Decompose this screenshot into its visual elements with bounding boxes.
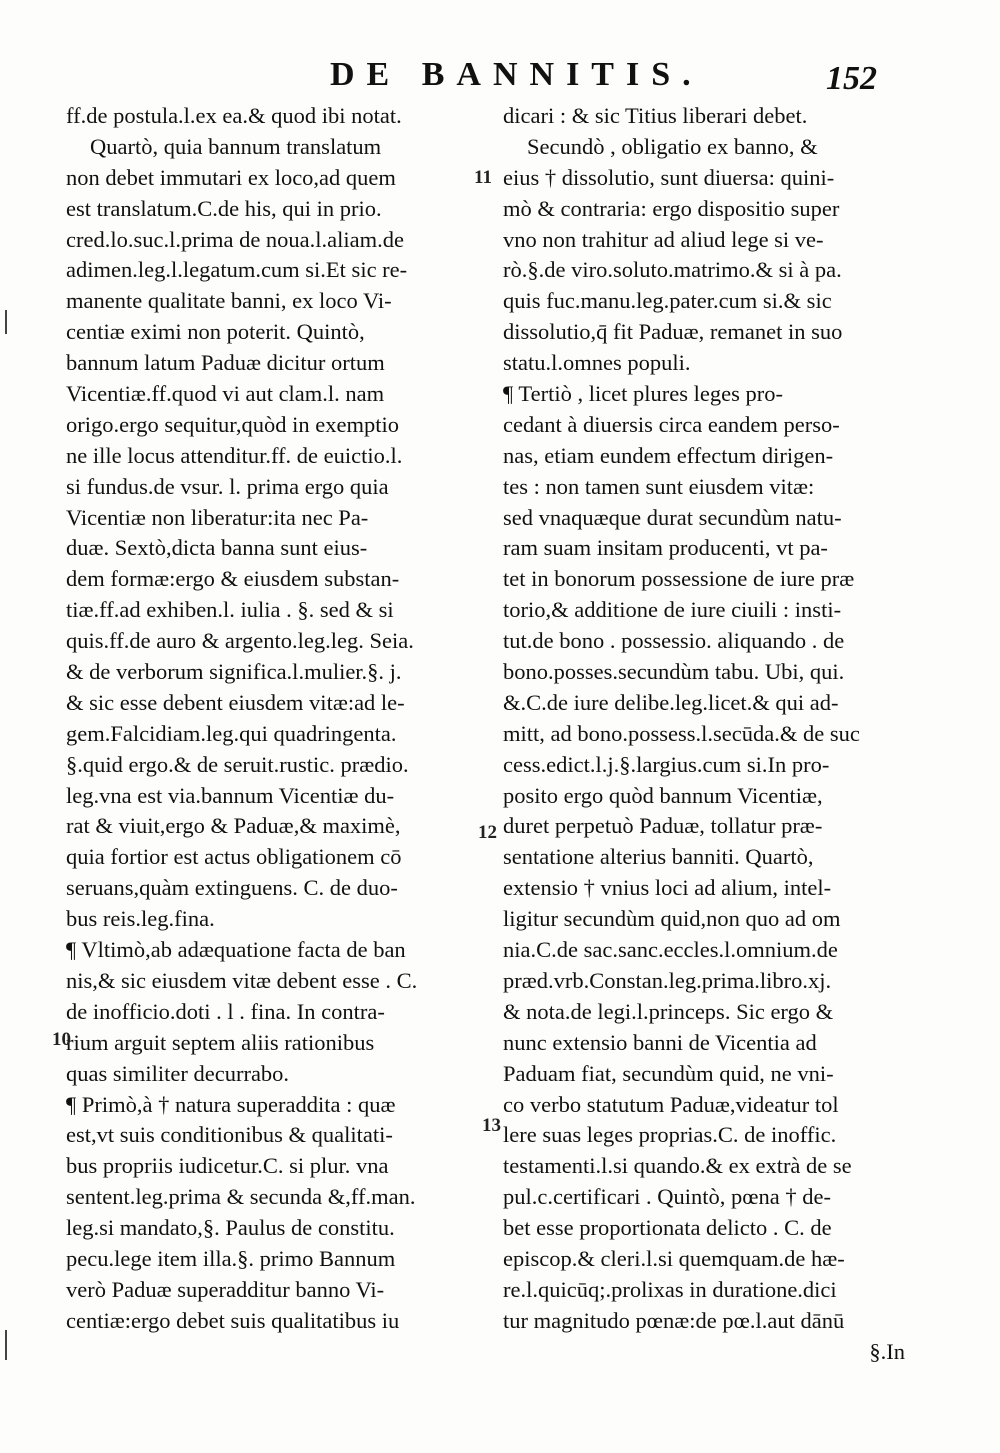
text-line: mò & contraria: ergo dispositio super [503,195,840,221]
text-line: origo.ergo sequitur,quòd in exemptio [66,411,400,437]
text-line: quas similiter decurrabo. [66,1060,290,1086]
text-line: dem formæ:ergo & eiusdem substan- [66,566,400,592]
text-line: ¶ Tertiò , licet plures leges pro- [503,381,783,407]
text-line: bus propriis iudicetur.C. si plur. vna [66,1153,389,1179]
text-line: leg.vna est via.bannum Vicentiæ du- [66,782,395,808]
text-line: sentatione alterius banniti. Quartò, [503,844,814,870]
text-line: manente qualitate banni, ex loco Vi- [66,288,392,314]
text-line: nis,& sic eiusdem vitæ debent esse . C. [66,967,418,993]
text-line: torio,& additione de iure ciuili : insti- [503,597,842,623]
text-line: bono.posses.secundùm tabu. Ubi, qui. [503,659,845,685]
text-line: si fundus.de vsur. l. prima ergo quia [66,473,389,499]
text-line: §.quid ergo.& de seruit.rustic. prædio. [66,751,409,777]
text-line: ff.de postula.l.ex ea.& quod ibi notat. [66,103,402,128]
left-column [66,101,480,1337]
text-line: quia fortior est actus obligationem cō [66,844,402,870]
text-line: nas, etiam eundem effectum dirigen- [503,442,834,468]
text-line: rat & viuit,ergo & Paduæ,& maximè, [66,813,401,839]
text-line: Quartò, quia bannum translatum [90,133,382,159]
text-line: Vicentiæ.ff.quod vi aut clam.l. nam [66,381,385,407]
text-line: dissolutio,q̄ fit Paduæ, remanet in suo [503,319,843,345]
text-line: est,vt suis conditionibus & qualitati- [66,1122,393,1148]
text-line: re.l.quicūq;.prolixas in duratione.dici [503,1276,837,1302]
text-line: statu.l.omnes populi. [503,350,691,376]
text-line: pul.c.certificari . Quintò, pœna † de- [503,1184,832,1210]
text-line: sentent.leg.prima & secunda &,ff.man. [66,1184,416,1210]
margin-number: 13 [482,1115,501,1136]
text-line: præd.vrb.Constan.leg.prima.libro.xj. [503,967,832,993]
text-line: co verbo statutum Paduæ,videatur tol [503,1091,839,1117]
text-line: &.C.de iure delibe.leg.licet.& qui ad- [503,689,839,715]
text-line: est translatum.C.de his, qui in prio. [66,195,382,221]
text-line: nia.C.de sac.sanc.eccles.l.omnium.de [503,937,838,963]
text-line: adimen.leg.l.legatum.cum si.Et sic re- [66,257,408,283]
catchword: §.In [869,1338,905,1364]
text-line: rò.§.de viro.soluto.matrimo.& si à pa. [503,257,842,283]
margin-number: 11 [474,167,492,188]
text-line: quis.ff.de auro & argento.leg.leg. Seia. [66,628,414,654]
text-line: leg.si mandato,§. Paulus de constitu. [66,1215,395,1241]
text-line: ligitur secundùm quid,non quo ad om [503,906,841,932]
text-line: lere suas leges proprias.C. de inoffic. [503,1122,837,1148]
text-line: tur magnitudo pœnæ:de pœ.l.aut dānū [503,1307,845,1333]
text-line: quis fuc.manu.leg.pater.cum si.& sic [503,288,832,314]
text-line: ne ille locus attenditur.ff. de euictio.l. [66,442,403,468]
margin-number: 10 [52,1029,71,1050]
text-line: pecu.lege item illa.§. primo Bannum [66,1245,396,1271]
text-line: episcop.& cleri.l.si quemquam.de hæ- [503,1245,845,1271]
text-line: rium arguit septem aliis rationibus [66,1029,375,1055]
text-line: Vicentiæ non liberatur:ita nec Pa- [66,504,369,530]
text-line: vno non trahitur ad aliud lege si ve- [503,226,824,252]
text-line: nunc extensio banni de Vicentia ad [503,1029,817,1055]
text-line: & nota.de legi.l.princeps. Sic ergo & [503,998,834,1024]
text-line: Secundò , obligatio ex banno, & [527,133,818,159]
text-line: tiæ.ff.ad exhiben.l. iulia . §. sed & si [66,597,394,623]
text-line: tet in bonorum possessione de iure præ [503,566,855,592]
text-line: ¶ Primò,à † natura superaddita : quæ [66,1091,396,1117]
margin-number: 12 [478,822,497,843]
text-line: extensio † vnius loci ad alium, intel- [503,875,832,901]
text-line: tut.de bono . possessio. aliquando . de [503,628,845,654]
text-line: seruans,quàm extinguens. C. de duo- [66,875,398,901]
text-line: cred.lo.suc.l.prima de noua.l.aliam.de [66,226,405,252]
running-head: DE BANNITIS. [330,56,703,93]
text-line: centiæ:ergo debet suis qualitatibus iu [66,1307,400,1333]
text-line: duæ. Sextò,dicta banna sunt eius- [66,535,368,561]
text-line: verò Paduæ superadditur banno Vi- [66,1276,385,1302]
text-line: sed vnaquæque durat secundùm natu- [503,504,842,530]
text-line: & sic esse debent eiusdem vitæ:ad le- [66,689,405,715]
text-line: & de verborum significa.l.mulier.§. j. [66,659,402,685]
text-line: ¶ Vltimò,ab adæquatione facta de ban [66,937,406,963]
text-line: bet esse proportionata delicto . C. de [503,1215,832,1241]
text-line: centiæ eximi non poterit. Quintò, [66,319,365,345]
text-line: duret perpetuò Paduæ, tollatur præ- [503,813,823,839]
text-line: bus reis.leg.fina. [66,906,215,932]
text-line: non debet immutari ex loco,ad quem [66,164,396,190]
text-line: cess.edict.l.j.§.largius.cum si.In pro- [503,751,830,777]
page-edge-mark [5,1330,7,1360]
text-line: cedant à diuersis circa eandem perso- [503,411,840,437]
text-line: ram suam insitam producenti, vt pa- [503,535,828,561]
text-line: posito ergo quòd bannum Vicentiæ, [503,782,823,808]
text-line: Paduam fiat, secundùm quid, ne vni- [503,1060,834,1086]
text-line: eius † dissolutio, sunt diuersa: quini- [503,164,835,190]
text-line: tes : non tamen sunt eiusdem vitæ: [503,473,815,499]
text-line: dicari : & sic Titius liberari debet. [503,103,808,128]
folio-number: 152 [826,60,877,97]
right-column [503,101,905,1368]
page-edge-mark [5,310,7,334]
text-line: mitt, ad bono.possess.l.secūda.& de suc [503,720,860,746]
text-line: testamenti.l.si quando.& ex extrà de se [503,1153,852,1179]
text-line: bannum latum Paduæ dicitur ortum [66,350,385,376]
text-line: gem.Falcidiam.leg.qui quadringenta. [66,720,397,746]
text-line: de inofficio.doti . l . fina. In contra- [66,998,385,1024]
